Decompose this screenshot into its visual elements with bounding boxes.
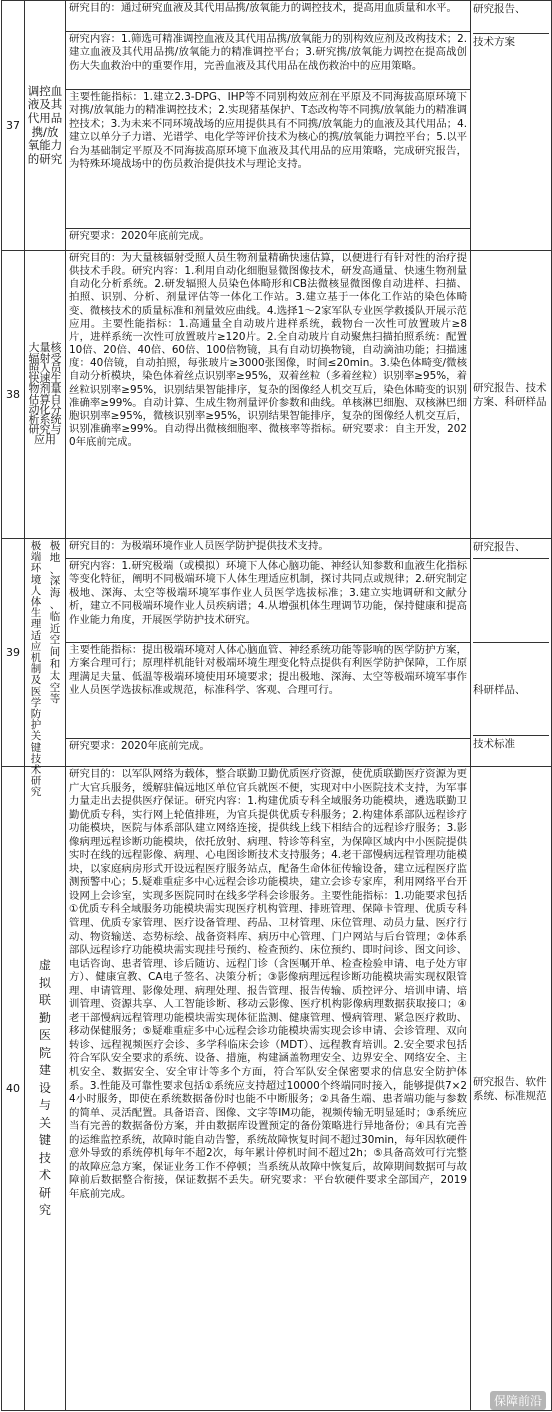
output-item: 研究报告、 bbox=[473, 3, 526, 15]
project-content-cell bbox=[66, 1, 471, 251]
requirement-text: 研究要求：2020年底前完成。 bbox=[66, 228, 470, 245]
outputs-cell bbox=[471, 539, 552, 767]
table-row bbox=[2, 1, 552, 251]
project-content-cell bbox=[66, 539, 471, 767]
project-table bbox=[1, 0, 552, 1411]
project-name-cell bbox=[25, 251, 66, 539]
row-number: 38 bbox=[2, 251, 25, 539]
content-text: 研究目的：以军队网络为载体，整合联勤卫勤优质医疗资源，使优质联勤医疗资源为更广大官兵服务，缓解驻偏远地区单位官兵就医不便，实现对中小医院技术支持，为军事力量走出去提供医疗保证。研究内容：1.构建优质专科全域服务功能模块，遴选联勤卫勤优质专科，实行网上轮值排班，为官兵提供优质专科服务；2.构建体系部队远程诊疗功能模块，医院与体系部队建立网络连接，提供线上线下相结合的远程诊疗服务；3.影像病理远程诊断功能模块，依托放射、病理、特诊等科室，为保障区域内中小医院提供实时在线的远程影像、病理、心电图诊断技术支持服务；4.老干部慢病远程管理功能模块，以家庭病房形式开设远程医疗服务站点，配备生命体征传输设备，建立远程医疗监测预警中心；5.疑难重症多中心远程会诊功能模块，建立会诊专家库，利用网络平台开设网上会诊室，实现多医院同时在线多学科会诊服务。主要性能指标：1.功能要求包括①优质专科全域服务功能模块需实现医疗机构管理、排班管理、保障卡管理、优质专科管理、优质专家管理、医疗设备管理、药品、卫材管理、床位管理、动员力量、医疗行动、物资输送、态势标绘、战备资料库、病历中心管理、门户网站与后台管理；②体系部队远程诊疗功能模块需实现挂号预约、检查预约、床位预约、即时问诊、图文问诊、电话咨询、患者管理、诊后随访、远程门诊（含医嘱开单、检查检验申请、电子处方审方）、健康宣教、CA电子签名、决策分析；③影像病理远程诊断功能模块需实现权限管理、申请管理、影像处理、病理处理、报告管理、报告传输、质控评分、培训申请、培训管理、资源共享、人工智能诊断、移动云影像、医疗机构影像病理数据获取接口；④老干部慢病远程管理功能模块需实现体征监测、健康管理、慢病管理、紧急医疗救助、移动保健服务；⑤疑难重症多中心远程会诊功能模块需实现会诊申请、会诊管理、双向转诊、远程视频医疗会诊、多学科临床会诊（MDT）、远程教育培训。2.安全要求包括符合军队安全要求的系统、设备、措施，构建涵盖物理安全、边界安全、网络安全、主机安全、数据安全、安全审计等多个方面，符合军队安全保密要求的信息安全防护体系。3.性能及可靠性要求包括①系统应支持超过10000个终端同时接入，能够提供7×24小时服务，即使在系统数据备份时也能不中断服务；②具备生端、患者端功能与参数的简单、灵活配置。具备语音、图像、文字等IM功能，视频传输无明显延时；③系统应当有完善的数据备份方案，并由数据库设置预定的备份策略进行异地备份；④具有完善的运维监控系统，故障时能自动告警，系统故障恢复时间不超过30min，每年因软硬件意外导致的系统停机每年不超2次，每年累计停机时间不超过2h；⑤具备高效可行完整的故障应急方案，保证业务工作不停顿；当系统从故障中恢复后，故障期间数据可与故障前后数据整合衔接，保证数据不丢失。研究要求：平台软硬件要求全部国产，2019年底前完成。 bbox=[69, 768, 467, 1200]
indicators-text: 主要性能指标：提出极端环境对人体心脑血管、神经系统功能等影响的医学防护方案，方案合理可行；原理样机能针对极端环境生理变化特点提供有利医学防护保障，工作原理满足夫量、低温等极端环境使用环境要求；提出极地、深海、太空等极端环境军事作业人员医学选拔标准或规范，标准科学、客观、合理可行。 bbox=[66, 642, 470, 738]
output-item: 研究报告、软件系统、标准规范 bbox=[473, 1075, 547, 1102]
project-name: 虚拟联勤医院建设与关键技术研究 bbox=[38, 958, 51, 1218]
indicators-text: 主要性能指标：1.建立2.3-DPG、IHP等不同别构效应剂在平原及不同海拔高原环境下对携/放氧能力的精准调控技术；2.实现猪基保护、T态改构等不同携/放氧能力的精准调控技术；3.为未来不同环境战场的应用提供具有不同携/放氧能力的血液及其代用品；4.建立以单分子力谱、光谱学、电化学等评价技术为核心的携/放氧能力调控平台；5.以平台为基础制定平原及不同海拔高原环境下血液及其代用品的应用策略，完成研究报告，为特殊环境战场中的伤员救治提供技术与理论支持。 bbox=[66, 89, 470, 228]
project-name: 调控血液及其代用品携/放氧能力的研究 bbox=[27, 83, 63, 166]
project-content-cell bbox=[66, 251, 471, 539]
purpose-text: 研究目的：通过研究血液及其代用品携/放氧能力的调控技术，提高用血质量和水平。 bbox=[69, 2, 457, 14]
row-number: 40 bbox=[2, 767, 25, 1411]
output-item: 技术方案 bbox=[473, 33, 549, 76]
output-item: 研究报告、 bbox=[473, 541, 526, 553]
output-item: 研究报告、技术方案、科研样品 bbox=[473, 381, 547, 408]
requirement-text: 研究要求：2020年底前完成。 bbox=[66, 738, 470, 757]
purpose-text: 研究目的：为极端环境作业人员医学防护提供技术支持。 bbox=[69, 540, 329, 552]
output-item: 科研样品、 bbox=[473, 642, 549, 735]
table-row bbox=[2, 767, 552, 1411]
output-item: 技术标准 bbox=[473, 735, 549, 754]
project-name-side: 极地、深海、临近空间和太空等 bbox=[49, 540, 61, 706]
outputs-cell bbox=[471, 1, 552, 251]
project-name-cell bbox=[25, 1, 66, 251]
content-text: 研究内容：1.筛选可精准调控血液及其代用品携/放氧能力的别构效应剂及改构技术；2.建立血液及其代用品携/放氧能力的精准调控平台；3.研究携/放氧能力调控在提高战创伤大失血救治中的重要作用，完善血液及其代用品在战伤救治中的应用策略。 bbox=[66, 31, 470, 89]
row-number: 39 bbox=[2, 539, 25, 767]
table-row bbox=[2, 539, 552, 767]
project-name-cell bbox=[25, 539, 66, 799]
row-number: 37 bbox=[2, 1, 25, 251]
outputs-cell bbox=[471, 251, 552, 539]
output-item bbox=[473, 558, 549, 642]
project-name: 极端环境人体生理适应机制及医学防护关键技术研究 bbox=[30, 540, 42, 799]
project-content-cell bbox=[66, 767, 471, 1411]
outputs-cell bbox=[471, 767, 552, 1411]
table-row bbox=[2, 251, 552, 539]
project-name-cell bbox=[25, 767, 66, 1411]
content-text: 研究内容：1.研究极端（或模拟）环境下人体心脑功能、神经认知参数和血液生化指标等变化特征，阐明不同极端环境下人体生理适应机制，探讨共同点或规律；2.研究制定极地、深海、太空等极端环境军事作业人员医学选拔标准；3.建立实地调研和文献分析，建立不同极端环境作业人员疾病谱；4.从增强机体生理调节功能，保持健康和提高作业能力角度，开展医学防护技术研究。 bbox=[66, 558, 470, 642]
content-text: 研究目的：为大量核辐射受照人员生物剂量精确快速估算，以便进行有针对性的治疗提供技术手段。研究内容：1.利用自动化细胞显微图像技术，研发高通量、快速生物剂量自动化分析系统。2.研发辐照人员染色体畸形和CB法微核显微图像自动进样、扫描、拍照、识别、分析、剂量评估等一体化工作站。3.建立基于一体化工作站的染色体畸变、微核技术的质量标准和剂量效应曲线。4.选择1～2家军队专业医学救援队开展示范应用。主要性能指标：1.高通量全自动玻片进样系统，载物台一次性可放置玻片≥8片，进样系统一次性可放置玻片≥120片。2.全自动玻片自动聚焦扫描拍照系统：配置10倍、20倍、40倍、60倍、100倍物镜，具有自动切换物镜，自动滴油功能；扫描速度：40倍镜，自动拍照，每张玻片≥3000张图像，时间≤20min。3.染色体畸变/微核自动分析模块，染色体着丝点识别率≥95%，双着丝粒（多着丝粒）识别率≥95%，着丝粒识别率≥95%，识别结果智能排序，复杂的图像经人机交互后，染色体畸变的识别准确率≥99%。自动计算、生成生物剂量评价参数和曲线。单核淋巴细胞、双核淋巴细胞识别率≥95%，微核识别率≥95%，识别结果智能排序，复杂的图像经人机交互后，识别准确率≥99%。自动得出微核细胞率、微核率等指标。研究要求：自主开发，2020年底前完成。 bbox=[69, 252, 467, 449]
watermark: 保障前沿 bbox=[490, 1391, 546, 1410]
project-name: 大量核辐射受照人员快速生物剂量估算自动化分析系统研究与应用 bbox=[28, 341, 62, 447]
